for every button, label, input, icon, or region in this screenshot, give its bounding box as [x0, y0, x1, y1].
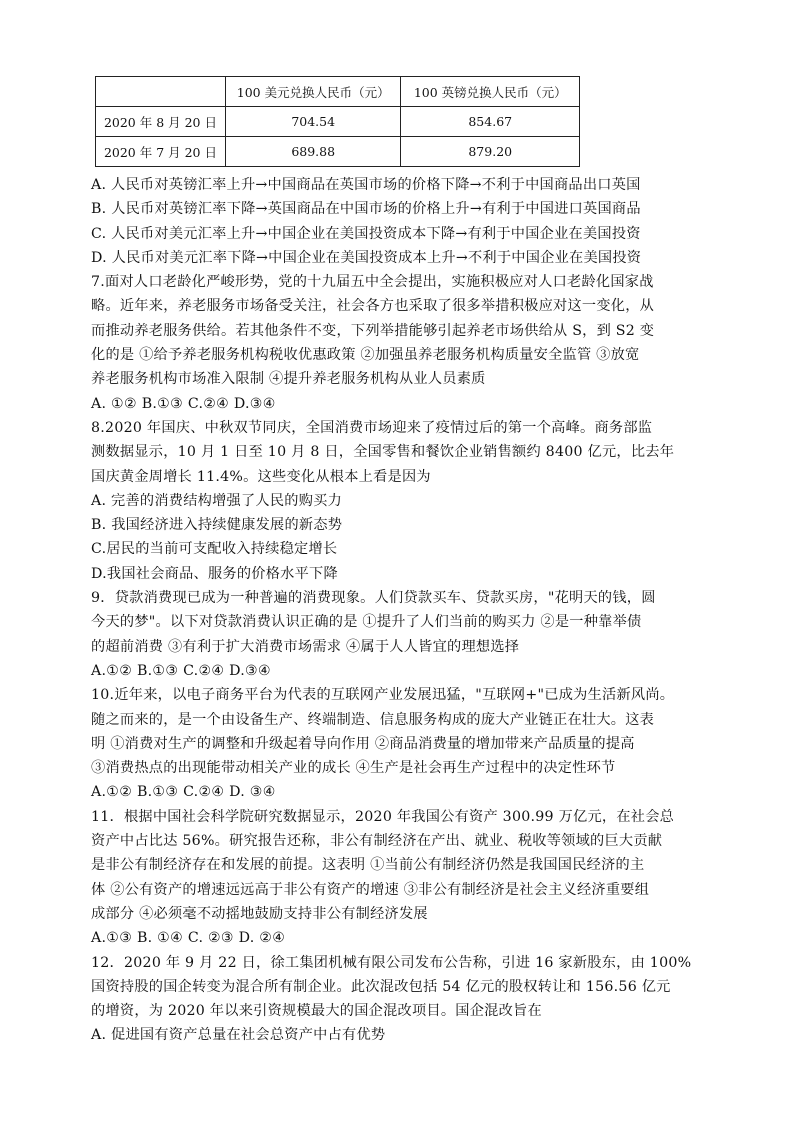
table-cell: 2020 年 8 月 20 日	[96, 107, 226, 137]
table-cell: 689.88	[225, 137, 401, 167]
text-line: D. 人民币对美元汇率下降→中国企业在美国投资成本上升→不利于中国企业在美国投资	[91, 249, 642, 266]
text-line: 成部分 ④必须毫不动摇地鼓励支持非公有制经济发展	[91, 905, 428, 922]
table-cell: 854.67	[401, 107, 580, 137]
text-line: 10.近年来，以电子商务平台为代表的互联网产业发展迅猛，"互联网+"已成为生活新风尚。	[91, 687, 675, 704]
text-line: 明 ①消费对生产的调整和升级起着导向作用 ②商品消费量的增加带来产品质量的提高	[91, 735, 635, 752]
text-line: 的增资，为 2020 年以来引资规模最大的国企混改项目。国企混改旨在	[91, 1003, 542, 1020]
table-header-cell	[96, 77, 226, 107]
text-line: A.①② B.①③ C.②④ D.③④	[91, 662, 271, 679]
text-line: 略。近年来，养老服务市场备受关注，社会各方也采取了很多举措积极应对这一变化，从	[91, 298, 655, 315]
text-line: 资产中占比达 56%。研究报告还称，非公有制经济在产出、就业、税收等领域的巨大贡献	[91, 833, 663, 850]
text-line: 养老服务机构市场准入限制 ④提升养老服务机构从业人员素质	[91, 371, 486, 388]
question-text	[91, 173, 711, 1048]
text-line: 测数据显示，10 月 1 日至 10 月 8 日，全国零售和餐饮企业销售额约 8400 亿元，比去年	[91, 444, 675, 461]
text-line: 体 ②公有资产的增速远远高于非公有资产的增速 ③非公有制经济是社会主义经济重要组	[91, 881, 650, 898]
text-line: C.居民的当前可支配收入持续稳定增长	[91, 541, 338, 558]
text-line: D.我国社会商品、服务的价格水平下降	[91, 565, 338, 582]
text-line: 是非公有制经济存在和发展的前提。这表明 ①当前公有制经济仍然是我国国民经济的主	[91, 857, 645, 874]
table-row	[96, 107, 580, 137]
text-line: A. 促进国有资产总量在社会总资产中占有优势	[91, 1027, 386, 1044]
table-row	[96, 137, 580, 167]
text-line: ③消费热点的出现能带动相关产业的成长 ④生产是社会再生产过程中的决定性环节	[91, 760, 616, 777]
table-cell: 879.20	[401, 137, 580, 167]
table-cell: 2020 年 7 月 20 日	[96, 137, 226, 167]
table-header-cell: 100 美元兑换人民币（元）	[225, 77, 401, 107]
text-line: 而推动养老服务供给。若其他条件不变，下列举措能够引起养老市场供给从 S，到 S2 变	[91, 322, 655, 339]
text-line: 随之而来的，是一个由设备生产、终端制造、信息服务构成的庞大产业链正在壮大。这表	[91, 711, 655, 728]
text-line: 国庆黄金周增长 11.4%。这些变化从根本上看是因为	[91, 468, 431, 485]
text-line: 7.面对人口老龄化严峻形势，党的十九届五中全会提出，实施积极应对人口老龄化国家战	[91, 274, 654, 291]
text-line: 9．贷款消费现已成为一种普遍的消费现象。人们贷款买车、贷款买房，"花明天的钱，圆	[91, 590, 656, 607]
text-line: B. 我国经济进入持续健康发展的新态势	[91, 517, 343, 534]
exchange-rate-table	[95, 76, 580, 167]
table-header-row	[96, 77, 580, 107]
text-line: A. ①② B.①③ C.②④ D.③④	[91, 395, 276, 412]
text-line: A.①③ B. ①④ C. ②③ D. ②④	[91, 930, 286, 947]
text-line: 11．根据中国社会科学院研究数据显示，2020 年我国公有资产 300.99 万亿元，在社会总	[91, 808, 675, 825]
text-line: 今天的梦"。以下对贷款消费认识正确的是 ①提升了人们当前的购买力 ②是一种靠举债	[91, 614, 642, 631]
text-line: 12．2020 年 9 月 22 日，徐工集团机械有限公司发布公告称，引进 16 家新股东，由 100%	[91, 954, 692, 971]
text-line: 国资持股的国企转变为混合所有制企业。此次混改包括 54 亿元的股权转让和 156.56 亿元	[91, 978, 671, 995]
text-line: C. 人民币对美元汇率上升→中国企业在美国投资成本下降→有利于中国企业在美国投资	[91, 225, 641, 242]
text-line: 化的是 ①给予养老服务机构税收优惠政策 ②加强虽养老服务机构质量安全监管 ③放宽	[91, 347, 640, 364]
table-cell: 704.54	[225, 107, 401, 137]
text-line: 8.2020 年国庆、中秋双节同庆，全国消费市场迎来了疫情过后的第一个高峰。商务部监	[91, 419, 653, 436]
text-line: 的超前消费 ③有利于扩大消费市场需求 ④属于人人皆宜的理想选择	[91, 638, 520, 655]
table-header-cell: 100 英镑兑换人民币（元）	[401, 77, 580, 107]
text-line: A. 人民币对英镑汇率上升→中国商品在英国市场的价格下降→不利于中国商品出口英国	[91, 177, 641, 193]
text-line: A. 完善的消费结构增强了人民的购买力	[91, 492, 343, 509]
text-line: B. 人民币对英镑汇率下降→英国商品在中国市场的价格上升→有利于中国进口英国商品	[91, 201, 641, 218]
text-line: A.①② B.①③ C.②④ D. ③④	[91, 784, 276, 801]
